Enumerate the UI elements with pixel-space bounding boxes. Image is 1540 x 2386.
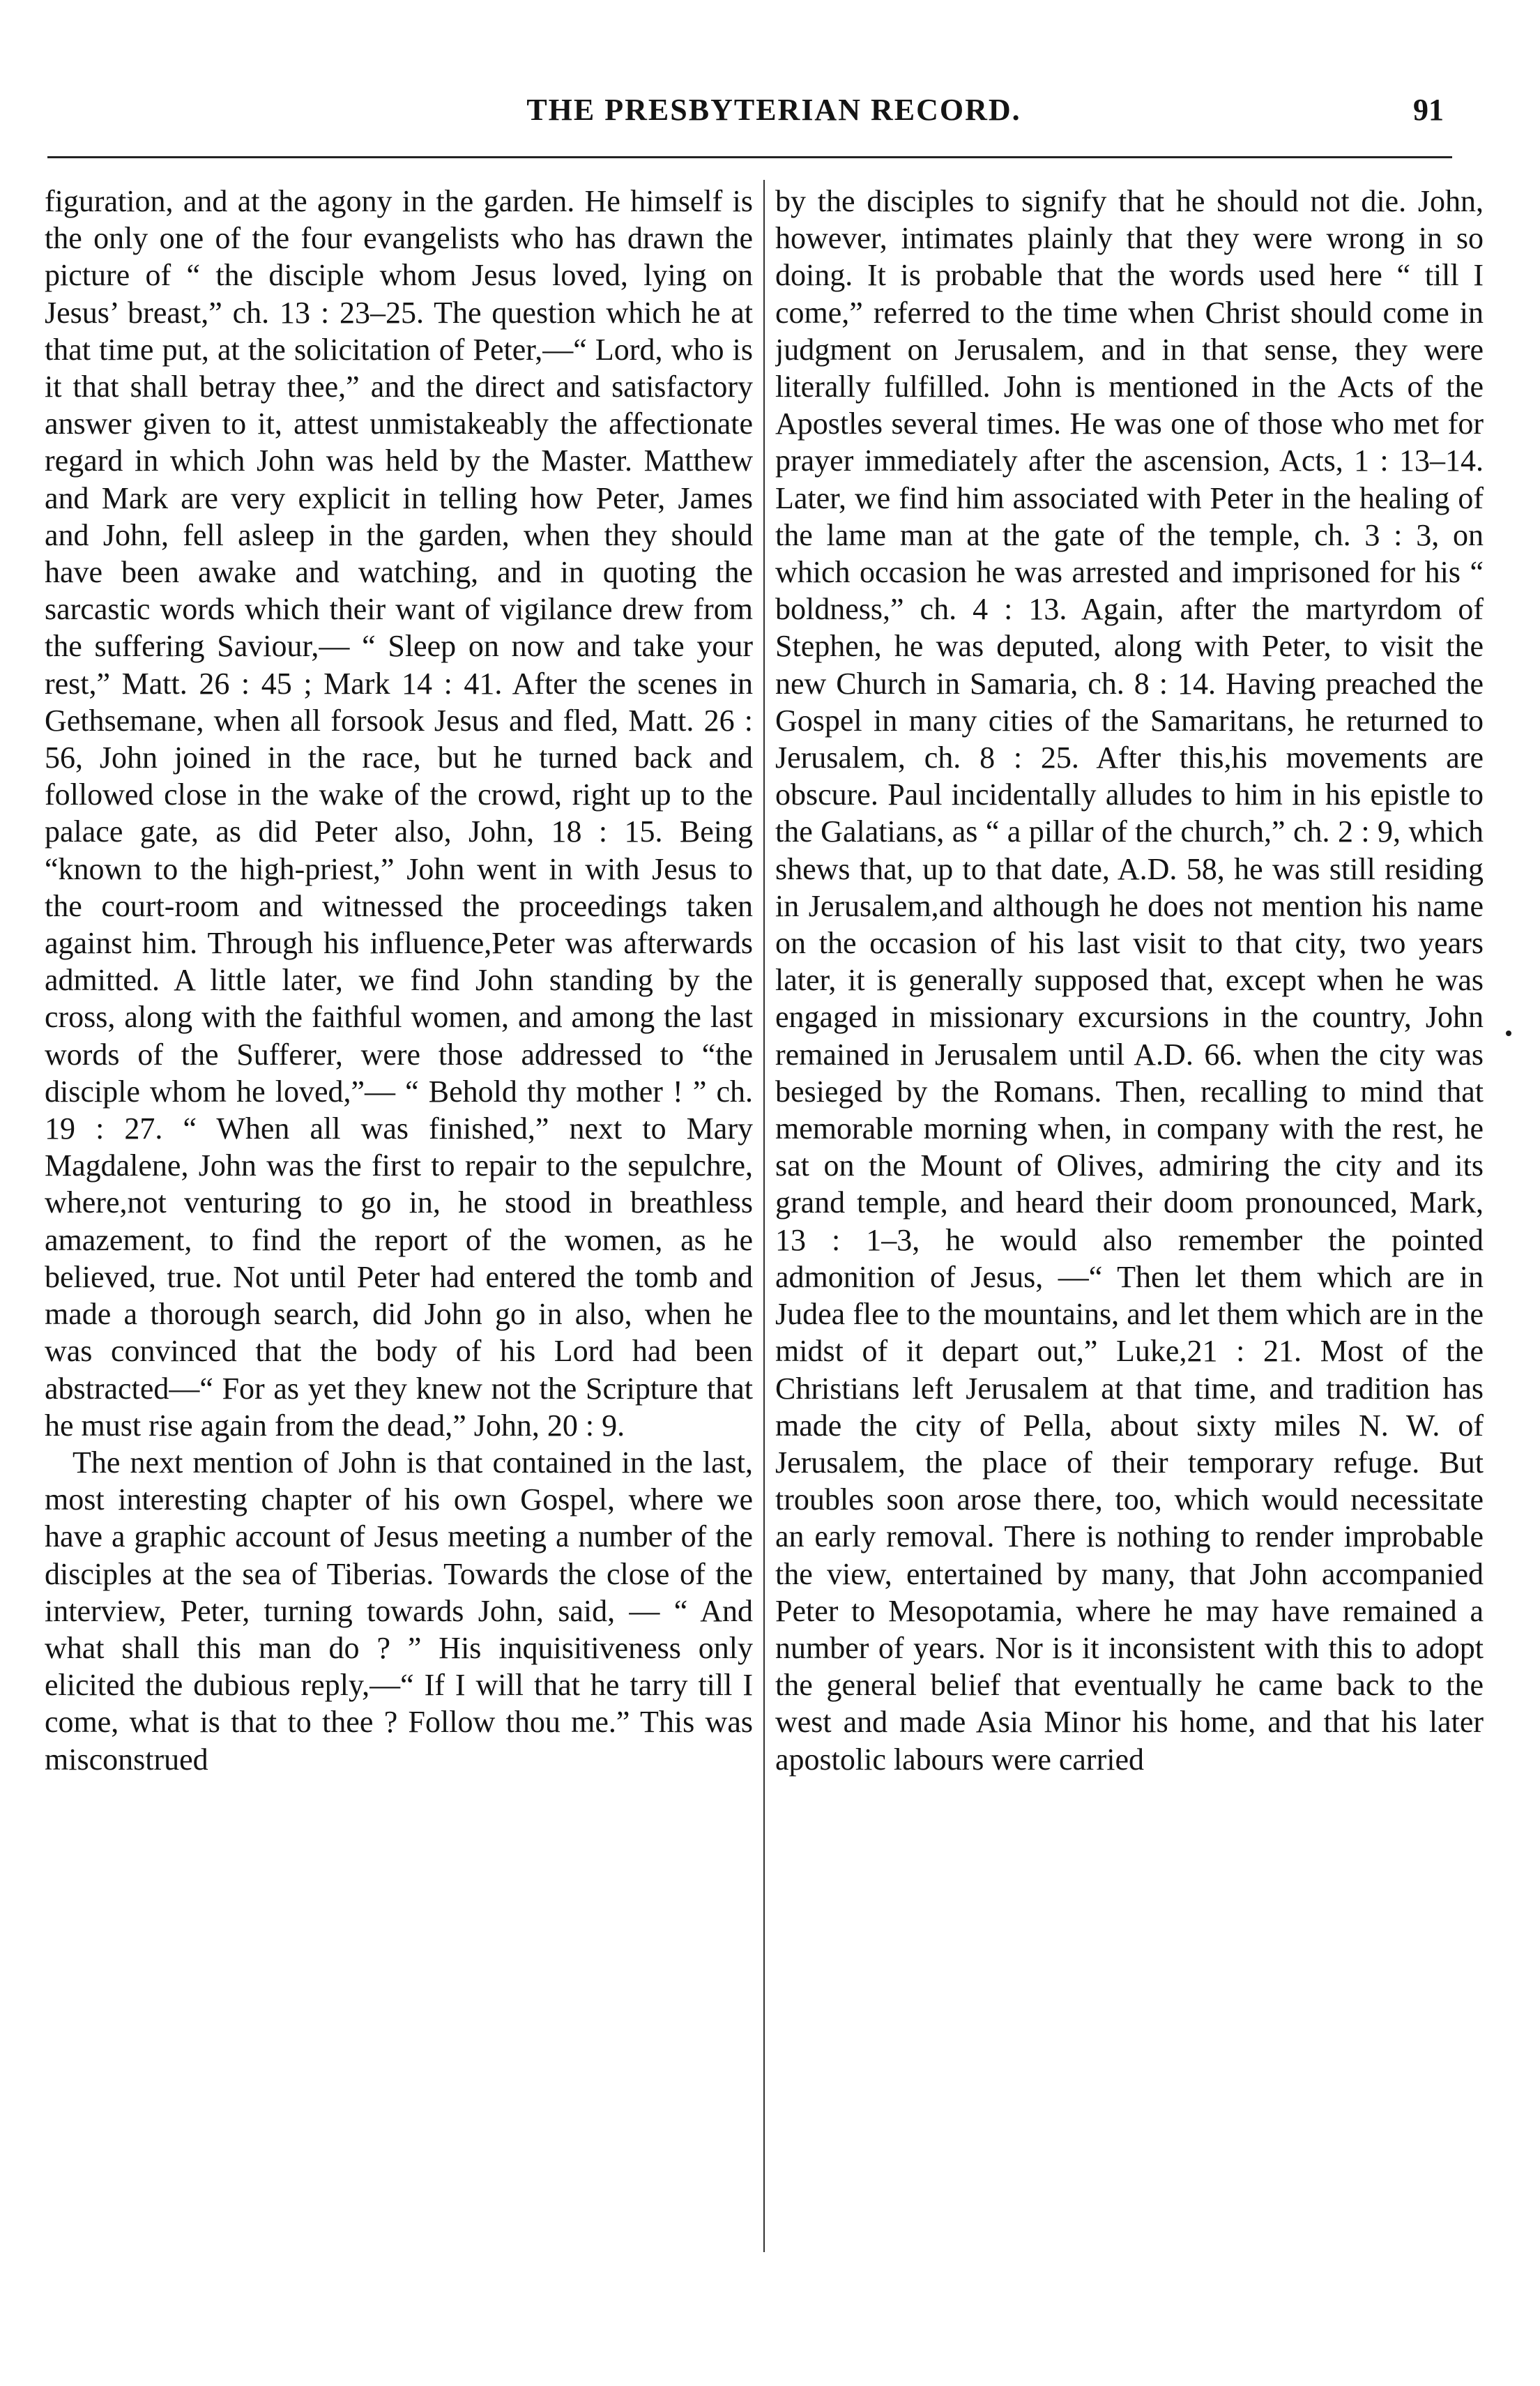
- column-divider: [763, 180, 765, 2252]
- left-column: [45, 183, 753, 2247]
- left-paragraph-1: figuration, and at the agony in the garden. He himself is the only one of the four evangelists who has drawn the picture of “ the disciple whom Jesus loved, lying on Jesus’ breast,” ch. 13 : 23–25. The question which he at that time put, at the solicitation of Peter,—“ Lord, who is it that shall betray thee,” and the direct and satisfactory answer given to it, attest unmistakeably the affectionate regard in which John was held by the Master. Matthew and Mark are very explicit in telling how Peter, James and John, fell asleep in the garden, when they should have been awake and watching, and in quoting the sarcastic words which their want of vigilance drew from the suffering Saviour,— “ Sleep on now and take your rest,” Matt. 26 : 45 ; Mark 14 : 41. After the scenes in Gethsemane, when all forsook Jesus and fled, Matt. 26 : 56, John joined in the race, but he turned back and followed close in the wake of the crowd, right up to the palace gate, as did Peter also, John, 18 : 15. Being “known to the high-priest,” John went in with Jesus to the court-room and witnessed the proceedings taken against him. Through his influence,Peter was afterwards admitted. A little later, we find John standing by the cross, along with the faithful women, and among the last words of the Sufferer, were those addressed to “the disciple whom he loved,”— “ Behold thy mother ! ” ch. 19 : 27. “ When all was finished,” next to Mary Magdalene, John was the first to repair to the sepulchre, where,not venturing to go in, he stood in breathless amazement, to find the report of the women, as he believed, true. Not until Peter had entered the tomb and made a thorough search, did John go in also, when he was convinced that the body of his Lord had been abstracted—“ For as yet they knew not the Scripture that he must rise again from the dead,” John, 20 : 9.: [45, 184, 753, 1443]
- right-paragraph-1: by the disciples to signify that he should not die. John, however, intimates plainly that they were wrong in so doing. It is probable that the words used here “ till I come,” referred to the time when Christ should come in judgment on Jerusalem, and in that sense, they were literally fulfilled. John is mentioned in the Acts of the Apostles several times. He was one of those who met for prayer immediately after the ascension, Acts, 1 : 13–14. Later, we find him associated with Peter in the healing of the lame man at the gate of the temple, ch. 3 : 3, on which occasion he was arrested and imprisoned for his “ boldness,” ch. 4 : 13. Again, after the martyrdom of Stephen, he was deputed, along with Peter, to visit the new Church in Samaria, ch. 8 : 14. Having preached the Gospel in many cities of the Samaritans, he returned to Jerusalem, ch. 8 : 25. After this,his movements are obscure. Paul incidentally alludes to him in his epistle to the Galatians, as “ a pillar of the church,” ch. 2 : 9, which shews that, up to that date, A.D. 58, he was still residing in Jerusalem,and although he does not mention his name on the occasion of his last visit to that city, two years later, it is generally supposed that, except when he was engaged in missionary excursions in the country, John remained in Jerusalem until A.D. 66. when the city was besieged by the Romans. Then, recalling to mind that memorable morning when, in company with the rest, he sat on the Mount of Olives, admiring the city and its grand temple, and heard their doom pronounced, Mark, 13 : 1–3, he would also remember the pointed admonition of Jesus, —“ Then let them which are in Judea flee to the mountains, and let them which are in the midst of it depart out,” Luke,21 : 21. Most of the Christians left Jerusalem at that time, and tradition has made the city of Pella, about sixty miles N. W. of Jerusalem, the place of their temporary refuge. But troubles soon arose there, too, which would necessitate an early removal. There is nothing to render improbable the view, entertained by many, that John accompanied Peter to Mesopotamia, where he may have remained a number of years. Nor is it inconsistent with this to adopt the general belief that eventually he came back to the west and made Asia Minor his home, and that his later apostolic labours were carried: [775, 184, 1484, 1777]
- header-rule: [47, 156, 1452, 158]
- left-paragraph-2: The next mention of John is that contained in the last, most interesting chapter of his own Gospel, where we have a graphic account of Jesus meeting a number of the disciples at the sea of Tiberias. Towards the close of the interview, Peter, turning towards John, said, — “ And what shall this man do ? ” His inquisitiveness only elicited the dubious reply,—“ If I will that he tarry till I come, what is that to thee ? Follow thou me.” This was misconstrued: [45, 1445, 753, 1777]
- page-number: 91: [1413, 93, 1444, 127]
- margin-speck: [1506, 1031, 1511, 1036]
- running-head-title: THE PRESBYTERIAN RECORD.: [526, 93, 1021, 127]
- right-column: [775, 183, 1484, 2247]
